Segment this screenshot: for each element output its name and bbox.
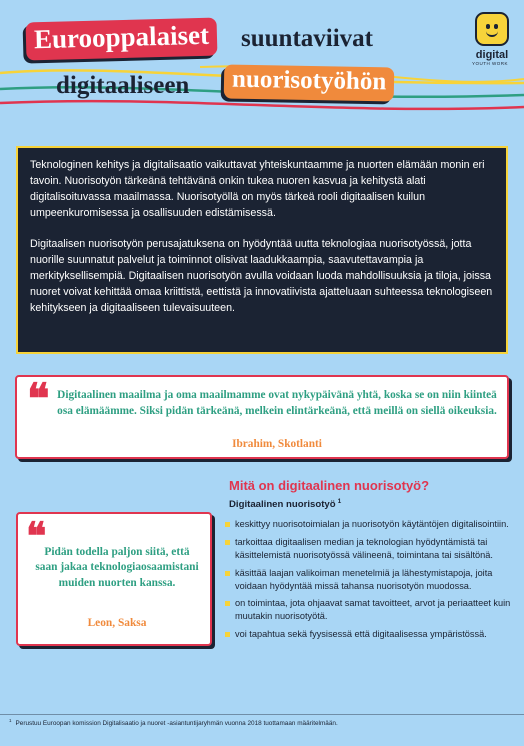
logo-subtitle: YOUTH WORK [472, 61, 508, 66]
bullet-square-icon [225, 571, 230, 576]
quote-author: Leon, Saksa [87, 617, 147, 629]
footnote: $^1$ Perustuu Euroopan komission Digitalisaatio ja nuoret -asiantuntijaryhmän vuonna 2018 tuottamaan määritelmään. [9, 718, 338, 727]
title-line2-text: digitaaliseen [56, 72, 190, 99]
intro-paragraph: Digitaalisen nuorisotyön perusajatuksena on hyödyntää uutta teknologiaa nuorisotyössä, jotta nuorille suunnatut palvelut ja toiminnot olisivat laadukkaampia, saavutettavampia ja merkityksellisempiä. Digitaalisen nuorisotyön avulla voidaan luoda mahdollisuuksia ja tiloja, joissa nuoret voivat kehittää omaa kriittistä, eettistä ja innovatiivista ajatteluaan suhteessa teknologiseen kehitykseen ja digitaaliseen tulevaisuuteen. [30, 238, 493, 315]
quote-text: Digitaalinen maailma ja oma maailmamme ovat nykypäivänä yhtä, koska se on niin kiinteä osa elämäämme. Siksi pidän tärkeänä, melkein elintärkeänä, että meillä on siellä oikeuksia. [57, 389, 497, 417]
page-title [26, 14, 446, 104]
quote-mark-icon: ❝ [26, 516, 47, 558]
bullet-square-icon [225, 522, 230, 527]
title-highlight-orange: nuorisotyöhön [224, 65, 395, 102]
bullet-square-icon [225, 632, 230, 637]
quote-mark-icon: ❝ [27, 377, 50, 423]
list-item: käsittää laajan valikoiman menetelmiä ja lähestymistapoja, joita voidaan hyödyntää missä tahansa nuorisotyön muodossa. [225, 567, 515, 593]
intro-text-box [16, 146, 508, 354]
quote-box-leon [16, 512, 212, 646]
list-item: keskittyy nuorisotoimialan ja nuorisotyön käytäntöjen digitalisointiin. [225, 518, 515, 531]
section-title: Mitä on digitaalinen nuorisotyö? [229, 478, 430, 493]
list-item: tarkoittaa digitaalisen median ja teknologian hyödyntämistä tai käsittelemistä nuorisotyössä välineenä, toimintana tai sisältönä. [225, 536, 515, 562]
footnote-divider [0, 714, 524, 715]
logo-word: digital [475, 49, 509, 61]
list-item: on toimintaa, jota ohjaavat samat tavoitteet, arvot ja periaatteet kuin muutakin nuorisotyötä. [225, 597, 515, 623]
definition-list [225, 518, 515, 646]
section-subtitle: Digitaalinen nuorisotyö $^1$ [229, 498, 342, 510]
title-line1-text: suuntaviivat [241, 25, 373, 52]
bullet-square-icon [225, 540, 230, 545]
bullet-square-icon [225, 601, 230, 606]
footnote-ref: 1 [337, 498, 342, 505]
list-item: voi tapahtua sekä fyysisessä että digitaalisessa ympäristössä. [225, 628, 515, 641]
quote-text: Pidän todella paljon siitä, että saan jakaa teknologiaosaamistani muiden nuorten kanssa. [35, 546, 199, 589]
smiley-face-icon [475, 12, 509, 46]
digital-youth-work-logo [470, 12, 514, 66]
quote-author: Ibrahim, Skotlanti [232, 438, 322, 450]
quote-box-ibrahim [15, 375, 509, 459]
title-highlight-red: Eurooppalaiset [26, 18, 218, 61]
intro-paragraph: Teknologinen kehitys ja digitalisaatio vaikuttavat yhteiskuntaamme ja nuorten elämään monin eri tavoin. Nuorisotyön tärkeänä tehtävänä onkin tukea nuoren kasvua ja kehitystä alati digitalisoituvassa maailmassa. Nuorisotyöllä on myös tärkeä rooli digitaalisen kuilun umpeenkuromisessa ja osallisuuden edistämisessä. [30, 159, 485, 220]
